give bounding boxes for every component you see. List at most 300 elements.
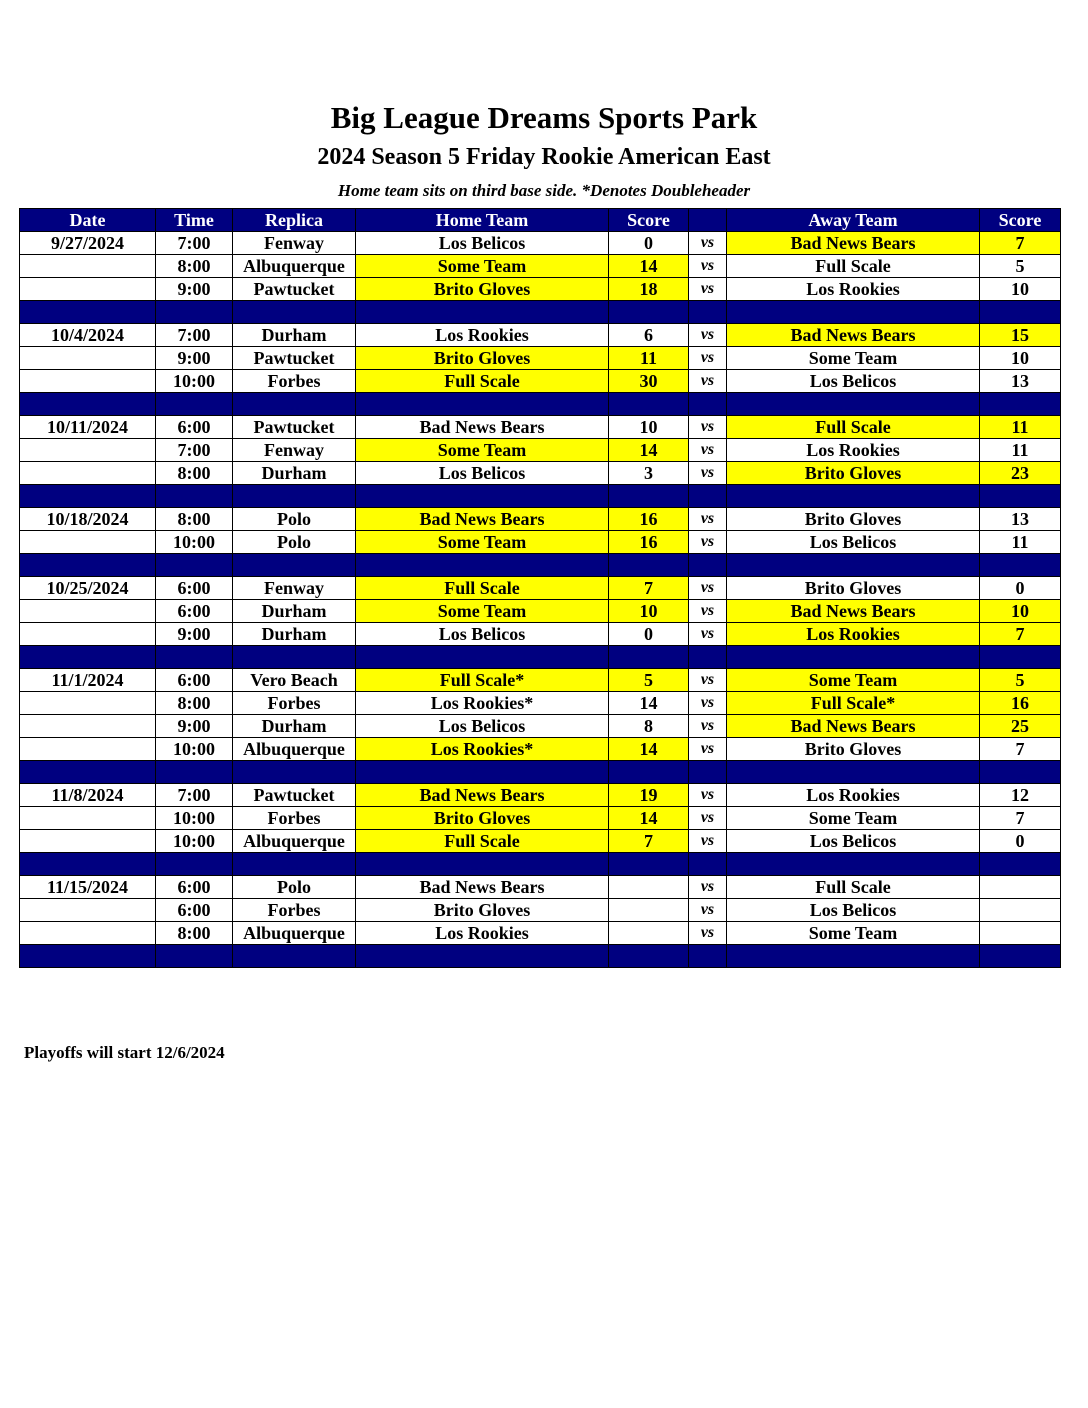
cell-away-team: Los Belicos <box>727 370 980 393</box>
cell-away-score: 10 <box>980 347 1061 370</box>
cell-date <box>20 439 156 462</box>
cell-replica: Pawtucket <box>233 784 356 807</box>
cell-away-score: 11 <box>980 439 1061 462</box>
separator-cell <box>356 301 609 324</box>
cell-away-team: Bad News Bears <box>727 324 980 347</box>
cell-home-score: 10 <box>609 416 689 439</box>
cell-time: 9:00 <box>156 347 233 370</box>
cell-time: 8:00 <box>156 255 233 278</box>
cell-home-team: Los Rookies* <box>356 692 609 715</box>
table-row <box>20 508 1061 531</box>
separator-cell <box>356 646 609 669</box>
cell-date <box>20 531 156 554</box>
separator-cell <box>609 853 689 876</box>
table-row <box>20 439 1061 462</box>
separator-cell <box>233 646 356 669</box>
separator-cell <box>156 393 233 416</box>
table-row <box>20 255 1061 278</box>
cell-home-score: 10 <box>609 600 689 623</box>
table-row <box>20 278 1061 301</box>
cell-date: 11/15/2024 <box>20 876 156 899</box>
cell-replica: Polo <box>233 531 356 554</box>
cell-away-score: 7 <box>980 623 1061 646</box>
table-row <box>20 669 1061 692</box>
cell-replica: Polo <box>233 508 356 531</box>
page-title: Big League Dreams Sports Park <box>330 100 758 135</box>
cell-time: 8:00 <box>156 462 233 485</box>
table-row <box>20 807 1061 830</box>
separator-cell <box>156 761 233 784</box>
cell-time: 10:00 <box>156 738 233 761</box>
cell-home-team: Bad News Bears <box>356 784 609 807</box>
cell-date <box>20 899 156 922</box>
cell-home-score <box>609 899 689 922</box>
cell-away-team: Some Team <box>727 669 980 692</box>
table-row <box>20 462 1061 485</box>
cell-away-score: 13 <box>980 370 1061 393</box>
cell-away-score <box>980 922 1061 945</box>
cell-away-score <box>980 876 1061 899</box>
cell-date: 9/27/2024 <box>20 232 156 255</box>
separator-cell <box>233 945 356 968</box>
cell-home-team: Some Team <box>356 255 609 278</box>
col-header-away-score: Score <box>980 209 1061 232</box>
separator-cell <box>233 393 356 416</box>
cell-replica: Albuquerque <box>233 830 356 853</box>
cell-vs: vs <box>689 692 727 715</box>
table-row <box>20 577 1061 600</box>
cell-date: 11/1/2024 <box>20 669 156 692</box>
cell-vs: vs <box>689 738 727 761</box>
separator-cell <box>356 853 609 876</box>
cell-date: 11/8/2024 <box>20 784 156 807</box>
cell-time: 6:00 <box>156 577 233 600</box>
separator-cell <box>727 301 980 324</box>
separator-cell <box>233 485 356 508</box>
separator-cell <box>609 554 689 577</box>
separator-cell <box>20 554 156 577</box>
cell-away-score <box>980 899 1061 922</box>
cell-home-team: Full Scale <box>356 370 609 393</box>
cell-home-team: Los Belicos <box>356 462 609 485</box>
week-separator-row <box>20 554 1061 577</box>
table-row <box>20 922 1061 945</box>
table-row <box>20 876 1061 899</box>
cell-vs: vs <box>689 899 727 922</box>
cell-home-team: Los Belicos <box>356 232 609 255</box>
cell-home-score: 14 <box>609 439 689 462</box>
cell-home-team: Full Scale <box>356 830 609 853</box>
col-header-home-team: Home Team <box>356 209 609 232</box>
cell-replica: Forbes <box>233 370 356 393</box>
col-header-replica: Replica <box>233 209 356 232</box>
cell-home-team: Brito Gloves <box>356 347 609 370</box>
cell-away-score: 16 <box>980 692 1061 715</box>
table-row <box>20 370 1061 393</box>
separator-cell <box>689 761 727 784</box>
cell-time: 10:00 <box>156 807 233 830</box>
cell-replica: Albuquerque <box>233 255 356 278</box>
cell-time: 10:00 <box>156 830 233 853</box>
cell-time: 10:00 <box>156 531 233 554</box>
separator-cell <box>20 485 156 508</box>
cell-date <box>20 922 156 945</box>
separator-cell <box>609 945 689 968</box>
table-row <box>20 899 1061 922</box>
separator-cell <box>727 761 980 784</box>
cell-replica: Durham <box>233 462 356 485</box>
cell-home-score: 19 <box>609 784 689 807</box>
cell-away-team: Los Rookies <box>727 439 980 462</box>
table-row <box>20 416 1061 439</box>
cell-replica: Pawtucket <box>233 278 356 301</box>
cell-home-team: Brito Gloves <box>356 807 609 830</box>
cell-home-score: 3 <box>609 462 689 485</box>
separator-cell <box>156 945 233 968</box>
separator-cell <box>980 945 1061 968</box>
cell-home-team: Los Rookies* <box>356 738 609 761</box>
cell-date <box>20 807 156 830</box>
cell-away-score: 13 <box>980 508 1061 531</box>
cell-home-score: 14 <box>609 807 689 830</box>
cell-date <box>20 370 156 393</box>
cell-home-team: Full Scale* <box>356 669 609 692</box>
cell-vs: vs <box>689 577 727 600</box>
cell-replica: Fenway <box>233 439 356 462</box>
cell-date <box>20 830 156 853</box>
cell-time: 9:00 <box>156 623 233 646</box>
cell-away-team: Some Team <box>727 807 980 830</box>
cell-home-team: Los Belicos <box>356 623 609 646</box>
cell-date <box>20 462 156 485</box>
cell-away-team: Los Belicos <box>727 531 980 554</box>
separator-cell <box>609 393 689 416</box>
cell-replica: Forbes <box>233 899 356 922</box>
separator-cell <box>727 393 980 416</box>
cell-time: 7:00 <box>156 784 233 807</box>
separator-cell <box>233 761 356 784</box>
cell-away-team: Bad News Bears <box>727 715 980 738</box>
cell-away-team: Los Rookies <box>727 784 980 807</box>
cell-vs: vs <box>689 784 727 807</box>
cell-vs: vs <box>689 531 727 554</box>
separator-cell <box>689 853 727 876</box>
cell-replica: Pawtucket <box>233 416 356 439</box>
cell-away-score: 23 <box>980 462 1061 485</box>
table-row <box>20 600 1061 623</box>
cell-home-score: 6 <box>609 324 689 347</box>
cell-home-team: Los Belicos <box>356 715 609 738</box>
cell-replica: Durham <box>233 600 356 623</box>
cell-date <box>20 347 156 370</box>
separator-cell <box>980 646 1061 669</box>
cell-away-score: 11 <box>980 531 1061 554</box>
col-header-date: Date <box>20 209 156 232</box>
table-row <box>20 830 1061 853</box>
cell-home-score: 14 <box>609 692 689 715</box>
separator-cell <box>233 853 356 876</box>
cell-vs: vs <box>689 600 727 623</box>
col-header-home-score: Score <box>609 209 689 232</box>
cell-home-score: 7 <box>609 830 689 853</box>
separator-cell <box>356 393 609 416</box>
cell-home-team: Brito Gloves <box>356 899 609 922</box>
separator-cell <box>20 393 156 416</box>
cell-replica: Fenway <box>233 232 356 255</box>
week-separator-row <box>20 393 1061 416</box>
col-header-time: Time <box>156 209 233 232</box>
cell-replica: Durham <box>233 623 356 646</box>
cell-away-score: 7 <box>980 738 1061 761</box>
separator-cell <box>727 554 980 577</box>
cell-replica: Forbes <box>233 807 356 830</box>
separator-cell <box>980 554 1061 577</box>
cell-date: 10/18/2024 <box>20 508 156 531</box>
cell-home-team: Los Rookies <box>356 922 609 945</box>
cell-replica: Pawtucket <box>233 347 356 370</box>
table-row <box>20 347 1061 370</box>
separator-cell <box>20 646 156 669</box>
cell-vs: vs <box>689 255 727 278</box>
separator-cell <box>689 485 727 508</box>
separator-cell <box>727 485 980 508</box>
cell-away-team: Full Scale <box>727 255 980 278</box>
cell-away-score: 7 <box>980 232 1061 255</box>
cell-home-score: 18 <box>609 278 689 301</box>
cell-home-team: Full Scale <box>356 577 609 600</box>
separator-cell <box>689 393 727 416</box>
table-header-row <box>20 209 1061 232</box>
cell-date: 10/25/2024 <box>20 577 156 600</box>
cell-home-team: Some Team <box>356 531 609 554</box>
cell-time: 8:00 <box>156 692 233 715</box>
cell-replica: Forbes <box>233 692 356 715</box>
cell-vs: vs <box>689 830 727 853</box>
cell-away-team: Some Team <box>727 922 980 945</box>
cell-replica: Albuquerque <box>233 922 356 945</box>
cell-away-score: 15 <box>980 324 1061 347</box>
cell-away-team: Brito Gloves <box>727 508 980 531</box>
cell-home-score: 8 <box>609 715 689 738</box>
separator-cell <box>689 301 727 324</box>
cell-away-score: 12 <box>980 784 1061 807</box>
page-subtitle: 2024 Season 5 Friday Rookie American East <box>317 144 771 170</box>
cell-home-score: 16 <box>609 508 689 531</box>
cell-away-team: Full Scale <box>727 416 980 439</box>
cell-replica: Albuquerque <box>233 738 356 761</box>
cell-date <box>20 715 156 738</box>
cell-date <box>20 278 156 301</box>
cell-home-score <box>609 876 689 899</box>
separator-cell <box>609 646 689 669</box>
separator-cell <box>980 485 1061 508</box>
cell-home-score: 11 <box>609 347 689 370</box>
cell-time: 7:00 <box>156 439 233 462</box>
separator-cell <box>233 554 356 577</box>
cell-vs: vs <box>689 807 727 830</box>
cell-home-score: 0 <box>609 232 689 255</box>
cell-home-team: Some Team <box>356 600 609 623</box>
cell-away-score: 0 <box>980 830 1061 853</box>
cell-vs: vs <box>689 232 727 255</box>
cell-away-team: Full Scale* <box>727 692 980 715</box>
schedule-body <box>20 232 1061 968</box>
cell-vs: vs <box>689 715 727 738</box>
cell-vs: vs <box>689 347 727 370</box>
cell-away-team: Brito Gloves <box>727 577 980 600</box>
cell-away-team: Bad News Bears <box>727 600 980 623</box>
cell-vs: vs <box>689 508 727 531</box>
cell-time: 8:00 <box>156 508 233 531</box>
separator-cell <box>609 485 689 508</box>
separator-cell <box>980 393 1061 416</box>
cell-vs: vs <box>689 370 727 393</box>
cell-vs: vs <box>689 278 727 301</box>
cell-home-score: 7 <box>609 577 689 600</box>
cell-away-score: 5 <box>980 255 1061 278</box>
separator-cell <box>727 646 980 669</box>
cell-vs: vs <box>689 922 727 945</box>
cell-time: 7:00 <box>156 232 233 255</box>
separator-cell <box>689 646 727 669</box>
week-separator-row <box>20 485 1061 508</box>
cell-away-score: 10 <box>980 600 1061 623</box>
cell-away-score: 10 <box>980 278 1061 301</box>
cell-home-score: 0 <box>609 623 689 646</box>
cell-away-team: Los Belicos <box>727 830 980 853</box>
cell-home-team: Some Team <box>356 439 609 462</box>
separator-cell <box>356 485 609 508</box>
cell-away-team: Full Scale <box>727 876 980 899</box>
cell-home-team: Bad News Bears <box>356 876 609 899</box>
cell-time: 6:00 <box>156 416 233 439</box>
separator-cell <box>356 761 609 784</box>
cell-date <box>20 623 156 646</box>
cell-away-score: 25 <box>980 715 1061 738</box>
week-separator-row <box>20 853 1061 876</box>
col-header-away-team: Away Team <box>727 209 980 232</box>
cell-home-team: Brito Gloves <box>356 278 609 301</box>
cell-away-team: Los Rookies <box>727 278 980 301</box>
cell-home-score: 14 <box>609 255 689 278</box>
cell-vs: vs <box>689 324 727 347</box>
separator-cell <box>609 761 689 784</box>
separator-cell <box>609 301 689 324</box>
separator-cell <box>689 945 727 968</box>
separator-cell <box>20 853 156 876</box>
cell-time: 8:00 <box>156 922 233 945</box>
table-row <box>20 324 1061 347</box>
separator-cell <box>20 301 156 324</box>
table-row <box>20 692 1061 715</box>
table-row <box>20 232 1061 255</box>
table-row <box>20 623 1061 646</box>
separator-cell <box>156 646 233 669</box>
cell-away-score: 7 <box>980 807 1061 830</box>
table-row <box>20 531 1061 554</box>
cell-replica: Durham <box>233 324 356 347</box>
page-note: Home team sits on third base side. *Denotes Doubleheader <box>337 181 751 200</box>
separator-cell <box>689 554 727 577</box>
cell-date <box>20 255 156 278</box>
cell-away-team: Some Team <box>727 347 980 370</box>
footer-note: Playoffs will start 12/6/2024 <box>24 1043 225 1062</box>
cell-vs: vs <box>689 876 727 899</box>
cell-time: 6:00 <box>156 899 233 922</box>
cell-away-team: Bad News Bears <box>727 232 980 255</box>
cell-time: 6:00 <box>156 669 233 692</box>
table-row <box>20 738 1061 761</box>
cell-vs: vs <box>689 623 727 646</box>
cell-vs: vs <box>689 462 727 485</box>
week-separator-row <box>20 646 1061 669</box>
cell-away-team: Brito Gloves <box>727 462 980 485</box>
separator-cell <box>233 301 356 324</box>
cell-time: 9:00 <box>156 715 233 738</box>
separator-cell <box>156 485 233 508</box>
cell-replica: Polo <box>233 876 356 899</box>
cell-home-team: Bad News Bears <box>356 508 609 531</box>
week-separator-row <box>20 761 1061 784</box>
cell-home-score: 14 <box>609 738 689 761</box>
separator-cell <box>727 945 980 968</box>
cell-vs: vs <box>689 416 727 439</box>
week-separator-row <box>20 301 1061 324</box>
cell-away-team: Brito Gloves <box>727 738 980 761</box>
schedule-table <box>19 208 1061 968</box>
separator-cell <box>20 945 156 968</box>
separator-cell <box>20 761 156 784</box>
cell-away-team: Los Rookies <box>727 623 980 646</box>
cell-vs: vs <box>689 669 727 692</box>
cell-vs: vs <box>689 439 727 462</box>
cell-away-score: 11 <box>980 416 1061 439</box>
separator-cell <box>156 554 233 577</box>
cell-date: 10/11/2024 <box>20 416 156 439</box>
separator-cell <box>356 554 609 577</box>
cell-away-team: Los Belicos <box>727 899 980 922</box>
cell-home-score: 30 <box>609 370 689 393</box>
cell-date <box>20 600 156 623</box>
cell-date <box>20 738 156 761</box>
cell-time: 10:00 <box>156 370 233 393</box>
separator-cell <box>727 853 980 876</box>
cell-home-score: 5 <box>609 669 689 692</box>
cell-replica: Fenway <box>233 577 356 600</box>
table-row <box>20 715 1061 738</box>
cell-home-team: Los Rookies <box>356 324 609 347</box>
separator-cell <box>980 761 1061 784</box>
cell-time: 6:00 <box>156 876 233 899</box>
col-header-vs <box>689 209 727 232</box>
cell-time: 6:00 <box>156 600 233 623</box>
cell-time: 9:00 <box>156 278 233 301</box>
cell-home-score: 16 <box>609 531 689 554</box>
separator-cell <box>980 301 1061 324</box>
cell-replica: Durham <box>233 715 356 738</box>
cell-away-score: 5 <box>980 669 1061 692</box>
separator-cell <box>156 301 233 324</box>
week-separator-row <box>20 945 1061 968</box>
cell-date: 10/4/2024 <box>20 324 156 347</box>
cell-replica: Vero Beach <box>233 669 356 692</box>
separator-cell <box>980 853 1061 876</box>
separator-cell <box>156 853 233 876</box>
cell-date <box>20 692 156 715</box>
cell-home-team: Bad News Bears <box>356 416 609 439</box>
separator-cell <box>356 945 609 968</box>
cell-away-score: 0 <box>980 577 1061 600</box>
